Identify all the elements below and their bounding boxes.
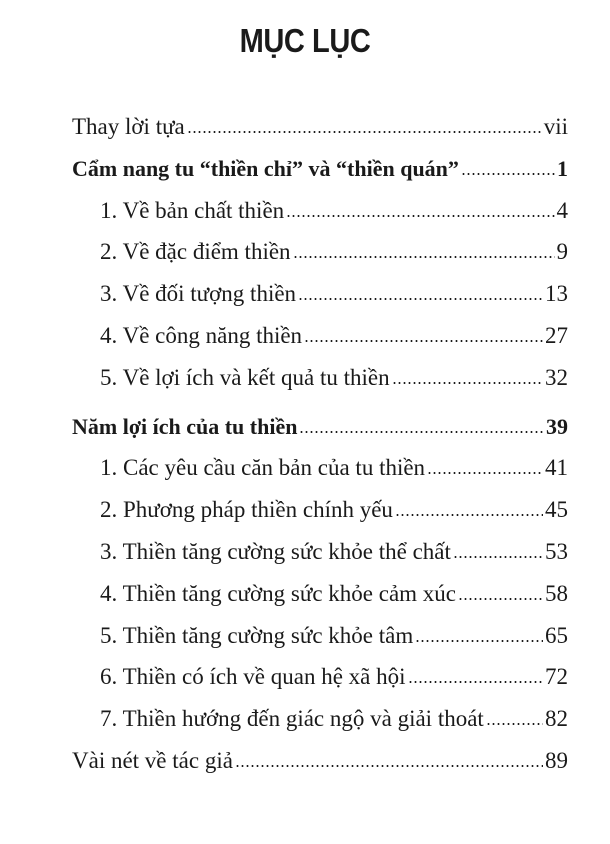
toc-entry-4 — [72, 273, 568, 315]
toc-entry-8 — [72, 447, 568, 489]
toc-entry-page: 27 — [545, 322, 568, 348]
toc-entry-label: 1. Các yêu cầu căn bản của tu thiền — [100, 455, 426, 481]
toc-entry-page: 32 — [545, 364, 568, 390]
toc-entry-page: 41 — [545, 455, 568, 481]
toc-entry-label: 2. Phương pháp thiền chính yếu — [100, 497, 393, 523]
toc-entry-label: Vài nét về tác giả — [72, 747, 233, 773]
toc-leader-dots — [298, 298, 543, 300]
toc-leader-dots — [299, 431, 544, 433]
page-title: MỤC LỤC — [239, 22, 371, 59]
toc-entry-label: 6. Thiền có ích về quan hệ xã hội — [100, 664, 406, 690]
toc-entry-10 — [72, 531, 568, 573]
toc-entry-3 — [72, 231, 568, 273]
toc-entry-9 — [72, 489, 568, 531]
toc-entry-label: 7. Thiền hướng đến giác ngộ và giải thoát — [100, 706, 484, 732]
toc-leader-dots — [235, 765, 543, 767]
toc-entry-label: 3. Thiền tăng cường sức khỏe thể chất — [100, 538, 451, 564]
toc-entry-page: 82 — [545, 706, 568, 732]
toc-entry-label: 5. Thiền tăng cường sức khỏe tâm — [100, 622, 414, 648]
toc-leader-dots — [304, 340, 543, 342]
toc-entry-11 — [72, 573, 568, 615]
toc-leader-dots — [187, 131, 542, 133]
toc-leader-dots — [458, 598, 543, 600]
toc-entry-label: 2. Về đặc điểm thiền — [100, 239, 291, 265]
toc-entry-5 — [72, 315, 568, 357]
toc-entry-0 — [72, 106, 568, 148]
toc-entry-page: vii — [543, 114, 568, 139]
toc-entry-13 — [72, 656, 568, 698]
toc-entry-label: Cẩm nang tu “thiền chỉ” và “thiền quán” — [72, 155, 459, 181]
table-of-contents — [72, 106, 568, 782]
toc-leader-dots — [392, 382, 543, 384]
toc-entry-label: Thay lời tựa — [72, 114, 185, 139]
toc-entry-15 — [72, 740, 568, 782]
toc-entry-1 — [72, 148, 568, 190]
toc-entry-label: 5. Về lợi ích và kết quả tu thiền — [100, 364, 390, 390]
toc-entry-14 — [72, 698, 568, 740]
toc-entry-label: 1. Về bản chất thiền — [100, 197, 285, 223]
toc-entry-6 — [72, 357, 568, 399]
toc-entry-page: 9 — [556, 239, 568, 265]
toc-leader-dots — [461, 173, 555, 175]
toc-entry-2 — [72, 190, 568, 232]
toc-entry-label: 3. Về đối tượng thiền — [100, 281, 297, 307]
toc-entry-page: 1 — [557, 155, 568, 181]
toc-entry-page: 13 — [545, 281, 568, 307]
toc-leader-dots — [427, 472, 543, 474]
toc-leader-dots — [415, 640, 543, 642]
toc-entry-page: 58 — [545, 580, 568, 606]
toc-entry-12 — [72, 615, 568, 657]
toc-entry-page: 45 — [545, 497, 568, 523]
toc-entry-7 — [72, 406, 568, 448]
toc-leader-dots — [286, 215, 554, 217]
toc-entry-page: 89 — [545, 747, 568, 773]
toc-entry-page: 53 — [545, 538, 568, 564]
toc-leader-dots — [453, 556, 543, 558]
toc-entry-page: 4 — [556, 197, 568, 223]
toc-leader-dots — [486, 723, 543, 725]
toc-entry-label: 4. Thiền tăng cường sức khỏe cảm xúc — [100, 580, 457, 606]
toc-leader-dots — [293, 256, 555, 258]
toc-leader-dots — [395, 514, 543, 516]
toc-entry-page: 65 — [545, 622, 568, 648]
toc-entry-label: 4. Về công năng thiền — [100, 322, 303, 348]
toc-entry-page: 39 — [546, 413, 568, 439]
toc-entry-page: 72 — [545, 664, 568, 690]
toc-leader-dots — [408, 681, 543, 683]
toc-entry-label: Năm lợi ích của tu thiền — [72, 413, 298, 439]
